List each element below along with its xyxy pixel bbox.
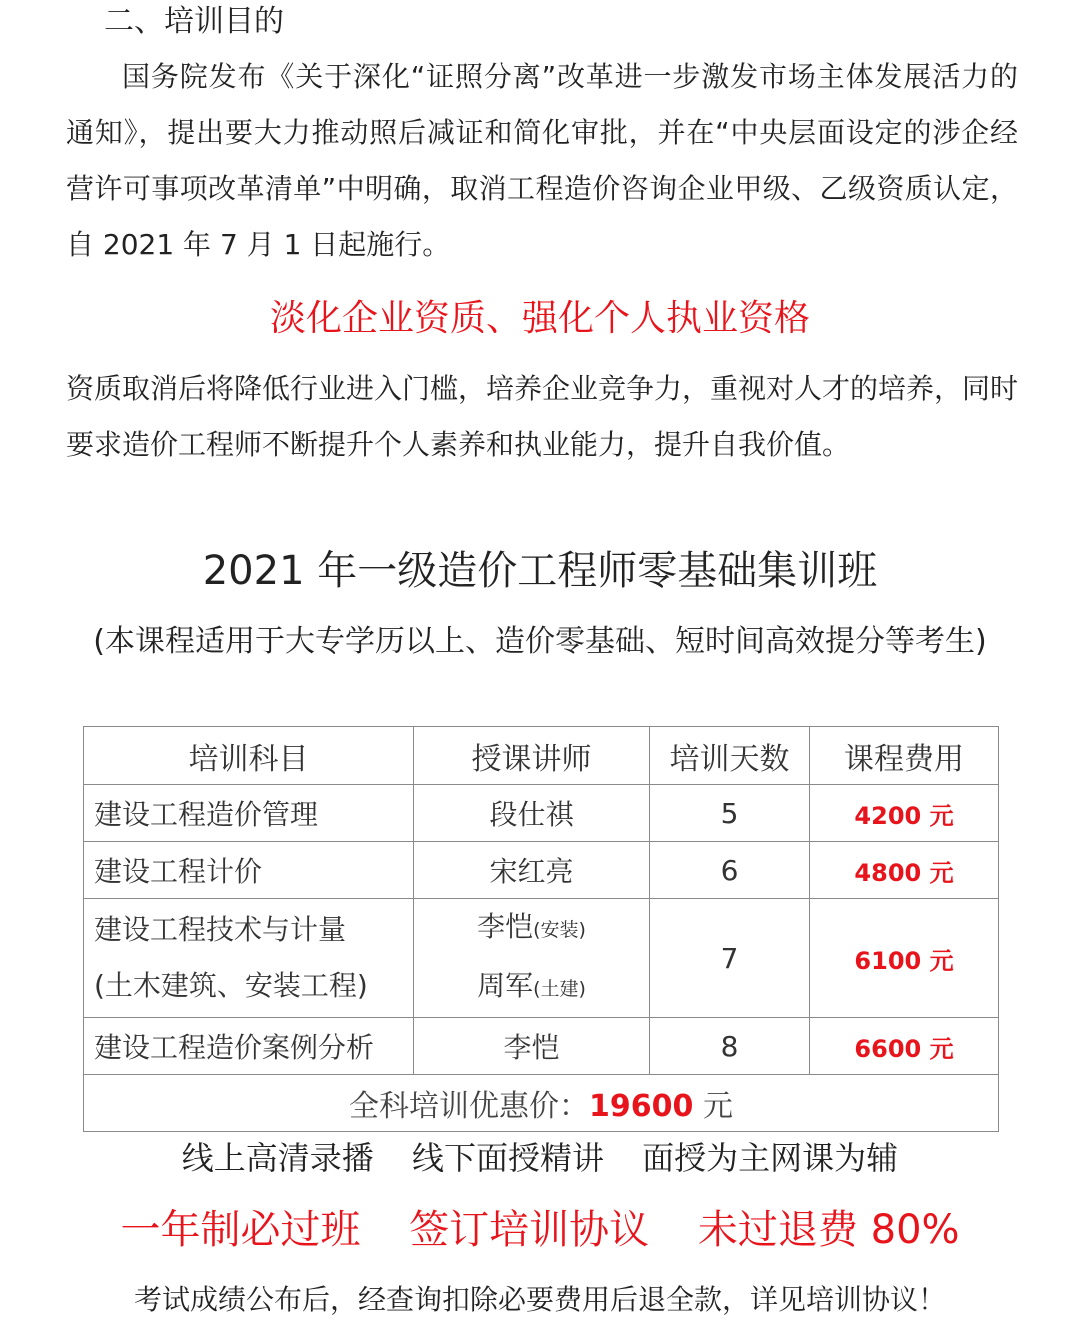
row-fee: 6100 元: [810, 899, 999, 1018]
intro-paragraph: 国务院发布《关于深化“证照分离”改革进一步激发市场主体发展活力的通知》，提出要大力推动照后减证和简化审批，并在“中央层面设定的涉企经营许可事项改革清单”中明确，取消工程造价咨询企业甲级、乙级资质认定，自 2021 年 7 月 1 日起施行。: [66, 60, 1018, 261]
total-row: [84, 1075, 999, 1132]
course-title: 2021 年一级造价工程师零基础集训班: [202, 548, 878, 594]
teacher-2: 周军(土建): [477, 969, 586, 1002]
section-title: 二、培训目的: [104, 4, 284, 39]
red-heading: 淡化企业资质、强化个人执业资格: [269, 298, 810, 339]
total-cell: [84, 1075, 999, 1132]
teacher-1-note: (安装): [533, 919, 586, 941]
row-days: 5: [650, 785, 810, 842]
course-table: [83, 726, 999, 1132]
total-unit: 元: [693, 1089, 733, 1124]
row-teacher: 宋红亮: [414, 842, 650, 899]
row-fee: 4800 元: [810, 842, 999, 899]
table-row: [84, 842, 999, 899]
footer-note: 考试成绩公布后，经查询扣除必要费用后退全款，详见培训协议！: [133, 1283, 946, 1316]
table-row: [84, 785, 999, 842]
header-teacher: 授课讲师: [414, 727, 650, 785]
row-teacher: 段仕祺: [414, 785, 650, 842]
teacher-1: 李恺(安装): [477, 910, 586, 943]
row-days: 8: [650, 1018, 810, 1075]
qualification-paragraph: 资质取消后将降低行业进入门槛，培养企业竞争力，重视对人才的培养，同时要求造价工程师不断提升个人素养和执业能力，提升自我价值。: [66, 372, 1019, 461]
total-label: 全科培训优惠价：: [349, 1089, 590, 1124]
slogan-line-1: [0, 1134, 1080, 1182]
row-fee: 4200 元: [810, 785, 999, 842]
subject-line2: (土木建筑、安装工程): [94, 969, 368, 1002]
slogan-line-2: [0, 1203, 1080, 1257]
row-teacher: [414, 899, 650, 1018]
header-subject: 培训科目: [84, 727, 414, 785]
slogan-online: 线上高清录播: [181, 1139, 374, 1177]
table-row: [84, 899, 999, 1018]
course-subtitle: (本课程适用于大专学历以上、造价零基础、短时间高效提分等考生): [93, 624, 987, 659]
slogan-agreement: 签订培训协议: [409, 1207, 650, 1253]
row-subject: 建设工程造价管理: [84, 785, 414, 842]
slogan-offline: 线下面授精讲: [411, 1139, 604, 1177]
table-row: [84, 1018, 999, 1075]
row-subject: 建设工程造价案例分析: [84, 1018, 414, 1075]
header-fee: 课程费用: [810, 727, 999, 785]
header-days: 培训天数: [650, 727, 810, 785]
slogan-refund: 未过退费 80%: [697, 1207, 960, 1253]
slogan-primary: 面授为主网课为辅: [642, 1139, 899, 1177]
table-header-row: [84, 727, 999, 785]
total-value: 19600: [589, 1089, 694, 1124]
row-subject: 建设工程计价: [84, 842, 414, 899]
row-days: 7: [650, 899, 810, 1018]
slogan-pass-class: 一年制必过班: [120, 1207, 361, 1253]
row-fee: 6600 元: [810, 1018, 999, 1075]
row-days: 6: [650, 842, 810, 899]
row-subject: [84, 899, 414, 1018]
row-teacher: 李恺: [414, 1018, 650, 1075]
teacher-2-note: (土建): [533, 978, 586, 1000]
subject-line1: 建设工程技术与计量: [94, 913, 347, 946]
